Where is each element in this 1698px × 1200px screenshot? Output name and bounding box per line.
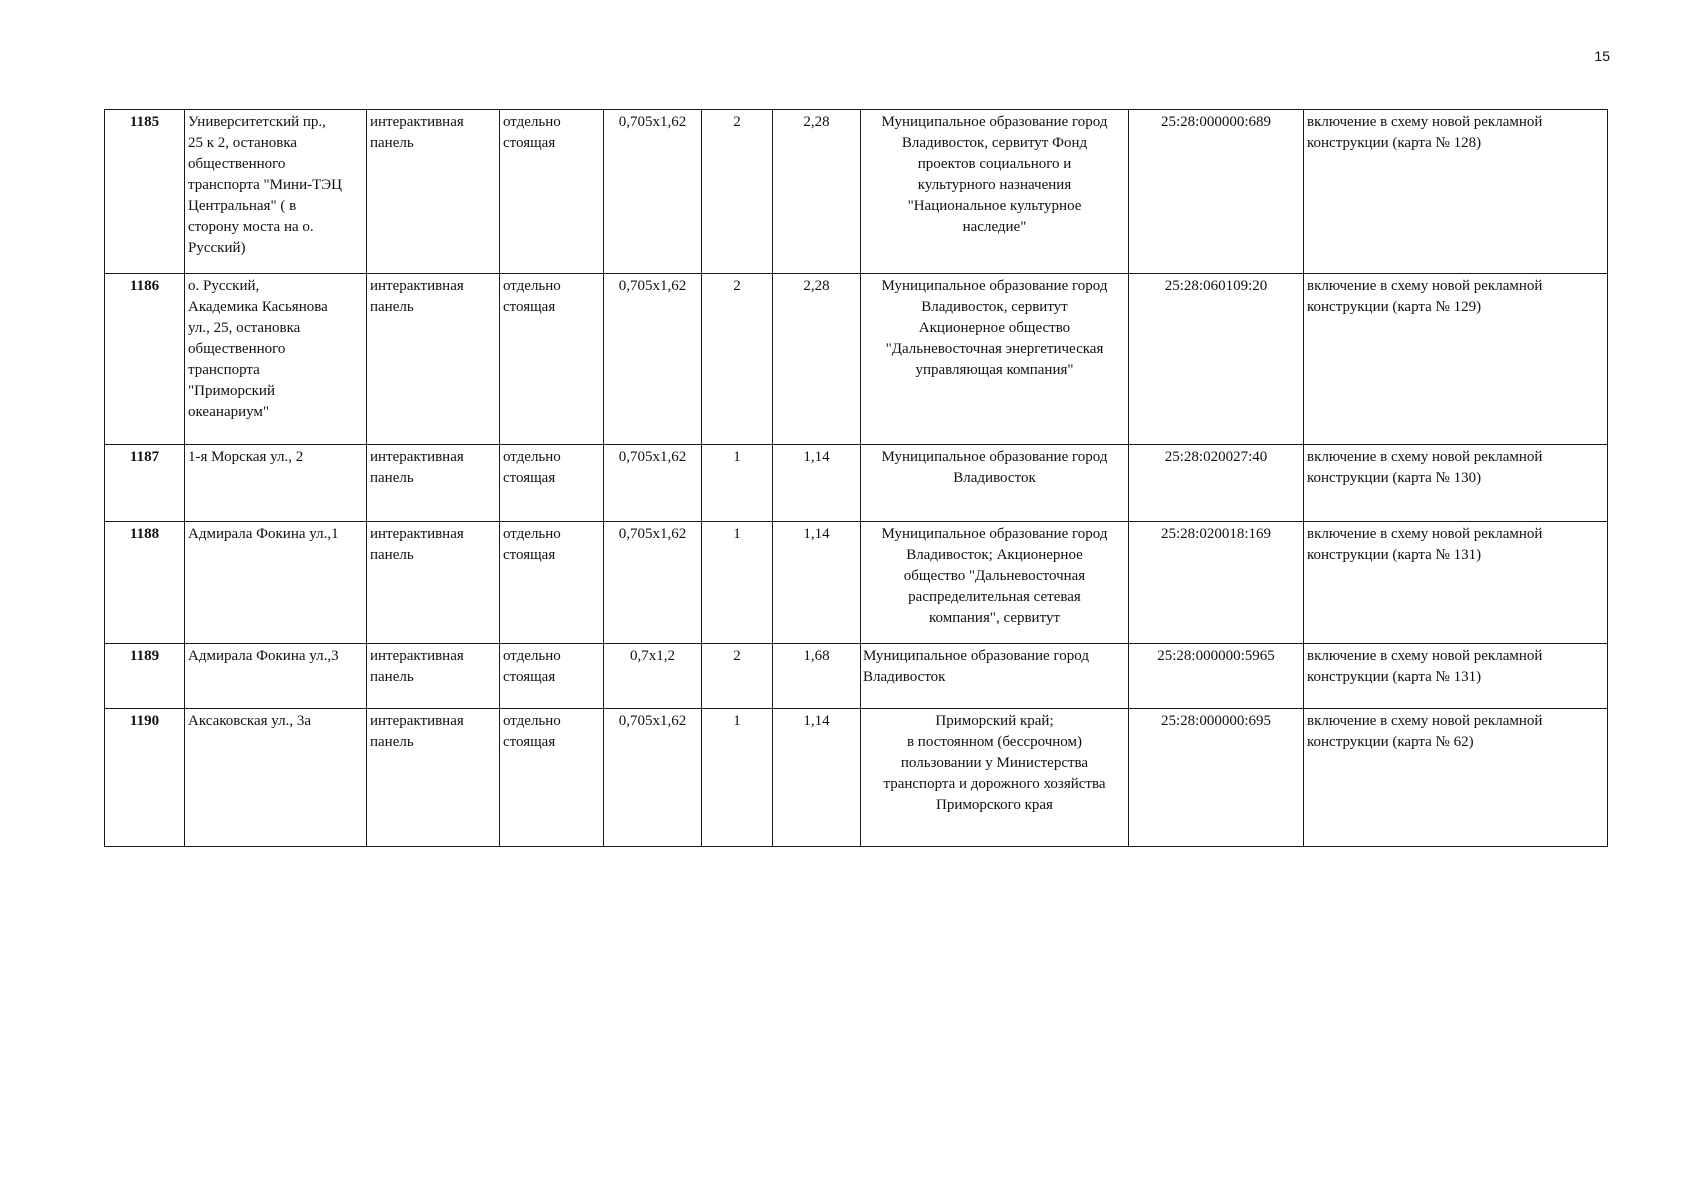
structure-type-cell: интерактивная панель (367, 644, 500, 709)
owner-cell: Муниципальное образование город Владивосток, сервитут Фонд проектов социального и культурного назначения "Национальное культурное наследие" (861, 110, 1129, 274)
structure-kind-cell: отдельно стоящая (500, 709, 604, 847)
note-cell: включение в схему новой рекламной конструкции (карта № 128) (1304, 110, 1608, 274)
structure-kind-cell: отдельно стоящая (500, 644, 604, 709)
note-cell: включение в схему новой рекламной конструкции (карта № 129) (1304, 274, 1608, 445)
size-cell: 0,705х1,62 (604, 522, 702, 644)
size-cell: 0,705х1,62 (604, 445, 702, 522)
address-cell: Аксаковская ул., 3а (185, 709, 367, 847)
sides-cell: 1 (702, 445, 773, 522)
row-number: 1187 (105, 445, 185, 522)
row-number: 1186 (105, 274, 185, 445)
note-cell: включение в схему новой рекламной конструкции (карта № 131) (1304, 644, 1608, 709)
sides-cell: 2 (702, 644, 773, 709)
size-cell: 0,705х1,62 (604, 274, 702, 445)
area-cell: 2,28 (773, 274, 861, 445)
structure-type-cell: интерактивная панель (367, 445, 500, 522)
structure-kind-cell: отдельно стоящая (500, 110, 604, 274)
owner-cell: Муниципальное образование город Владивосток; Акционерное общество "Дальневосточная распределительная сетевая компания", сервитут (861, 522, 1129, 644)
size-cell: 0,7х1,2 (604, 644, 702, 709)
note-cell: включение в схему новой рекламной конструкции (карта № 62) (1304, 709, 1608, 847)
structure-kind-cell: отдельно стоящая (500, 274, 604, 445)
sides-cell: 1 (702, 709, 773, 847)
structure-kind-cell: отдельно стоящая (500, 522, 604, 644)
owner-cell: Муниципальное образование город Владивосток (861, 644, 1129, 709)
table-row (105, 445, 1608, 522)
structure-type-cell: интерактивная панель (367, 522, 500, 644)
owner-cell: Приморский край; в постоянном (бессрочном) пользовании у Министерства транспорта и дорожного хозяйства Приморского края (861, 709, 1129, 847)
cadastral-number-cell: 25:28:060109:20 (1129, 274, 1304, 445)
size-cell: 0,705х1,62 (604, 709, 702, 847)
note-cell: включение в схему новой рекламной конструкции (карта № 131) (1304, 522, 1608, 644)
table-row (105, 709, 1608, 847)
row-number: 1188 (105, 522, 185, 644)
structure-type-cell: интерактивная панель (367, 274, 500, 445)
advertising-structures-table (104, 109, 1608, 847)
page-number: 15 (1594, 48, 1610, 64)
area-cell: 1,14 (773, 522, 861, 644)
cadastral-number-cell: 25:28:000000:5965 (1129, 644, 1304, 709)
area-cell: 1,14 (773, 709, 861, 847)
owner-cell: Муниципальное образование город Владивосток, сервитут Акционерное общество "Дальневосточная энергетическая управляющая компания" (861, 274, 1129, 445)
structure-kind-cell: отдельно стоящая (500, 445, 604, 522)
sides-cell: 1 (702, 522, 773, 644)
address-cell: Университетский пр., 25 к 2, остановка общественного транспорта "Мини-ТЭЦ Центральная" ( в сторону моста на о. Русский) (185, 110, 367, 274)
note-cell: включение в схему новой рекламной конструкции (карта № 130) (1304, 445, 1608, 522)
size-cell: 0,705х1,62 (604, 110, 702, 274)
row-number: 1190 (105, 709, 185, 847)
address-cell: Адмирала Фокина ул.,1 (185, 522, 367, 644)
cadastral-number-cell: 25:28:020018:169 (1129, 522, 1304, 644)
cadastral-number-cell: 25:28:000000:689 (1129, 110, 1304, 274)
cadastral-number-cell: 25:28:020027:40 (1129, 445, 1304, 522)
table-row (105, 274, 1608, 445)
structure-type-cell: интерактивная панель (367, 709, 500, 847)
owner-cell: Муниципальное образование город Владивосток (861, 445, 1129, 522)
address-cell: Адмирала Фокина ул.,3 (185, 644, 367, 709)
table-row (105, 110, 1608, 274)
area-cell: 2,28 (773, 110, 861, 274)
address-cell: 1-я Морская ул., 2 (185, 445, 367, 522)
table-row (105, 522, 1608, 644)
table-row (105, 644, 1608, 709)
area-cell: 1,14 (773, 445, 861, 522)
area-cell: 1,68 (773, 644, 861, 709)
sides-cell: 2 (702, 110, 773, 274)
cadastral-number-cell: 25:28:000000:695 (1129, 709, 1304, 847)
address-cell: о. Русский, Академика Касьянова ул., 25, остановка общественного транспорта "Приморский океанариум" (185, 274, 367, 445)
structure-type-cell: интерактивная панель (367, 110, 500, 274)
row-number: 1189 (105, 644, 185, 709)
row-number: 1185 (105, 110, 185, 274)
sides-cell: 2 (702, 274, 773, 445)
